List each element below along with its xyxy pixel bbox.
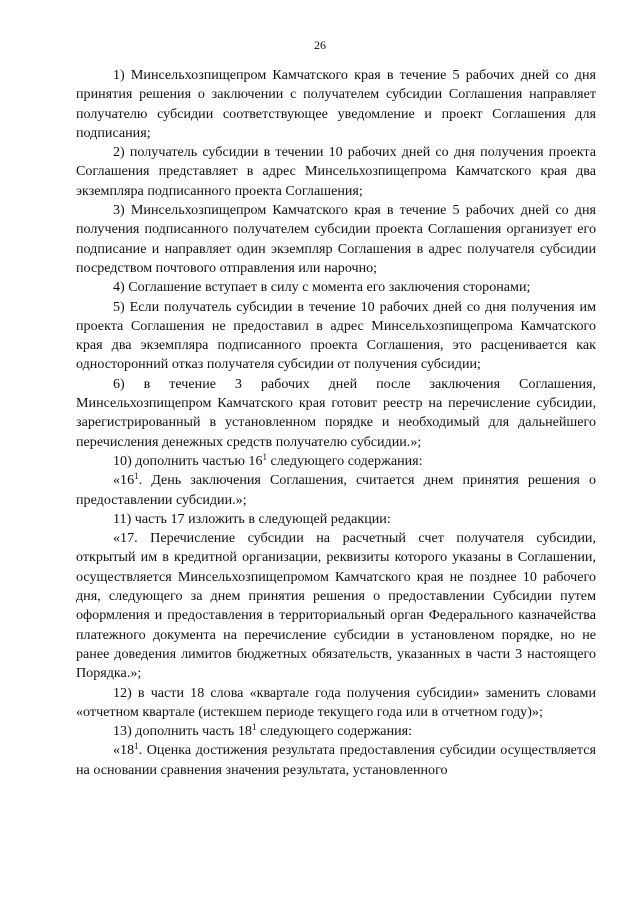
superscript-index: 1 (251, 722, 257, 733)
amendment-item-12 (76, 684, 596, 723)
paragraph-text: 10) дополнить частью 16 (113, 452, 263, 469)
paragraph-text: «16 (113, 472, 135, 489)
paragraph-item-2 (76, 143, 596, 201)
paragraph-text: 13) дополнить часть 18 (113, 723, 252, 740)
superscript-index: 1 (134, 741, 139, 752)
paragraph-text: 11) часть 17 изложить в следующей редакции: (113, 510, 391, 527)
paragraph-text: «18 (113, 742, 135, 759)
paragraph-text: 1) Минсельхозпищепром Камчатского края в течение 5 рабочих дней со дня принятия решения о заключении с получателем субсидии Соглашения направляет получателю субсидии соответствующее уведомление и проект Соглашения для подписания; (76, 67, 596, 141)
paragraph-text: 12) в части 18 слова «квартале года получения субсидии» заменить словами «отчетном квартале (истекшем периоде текущего года или в отчетном году)»; (76, 684, 596, 720)
paragraph-text: 6) в течение 3 рабочих дней после заключения Соглашения, Минсельхозпищепром Камчатского края готовит реестр на перечисление субсидии, зарегистрированный в установленном порядке и необходимый для дальнейшего перечисления денежных средств получателю субсидии.»; (76, 375, 596, 450)
superscript-index: 1 (262, 451, 267, 462)
paragraph-item-4 (76, 278, 596, 297)
paragraph-item-3 (76, 201, 596, 278)
page-number: 26 (314, 38, 326, 52)
quoted-part-16-1 (76, 471, 596, 510)
paragraph-text: «17. Перечисление субсидии на расчетный счет получателя субсидии, открытый им в кредитной организации, реквизиты которого указаны в Соглашении, осуществляется Минсельхозпищепромом Камчатского края не позднее 10 рабочего дня, следующего за днем принятия решения о предоставлении Субсидии путем оформления и предоставления в территориальный орган Федерального казначейства платежного документа на перечисление субсидии в установленом порядке, но не ранее доведения лимитов бюджетных обязательств, указанных в части 3 настоящего Порядка.»; (76, 530, 596, 682)
quoted-part-18-1 (76, 741, 596, 780)
amendment-item-11 (76, 510, 596, 529)
paragraph-text-continued: . Оценка достижения результата предоставления субсидии осуществляется на основании сравнения значения результата, установленного (76, 742, 596, 778)
paragraph-text: 5) Если получатель субсидии в течение 10 рабочих дней со дня получения им проекта Соглашения не предоставил в адрес Минсельхозпищепрома Камчатского края два экземпляра подписанного проекта Соглашения, это расценивается как односторонний отказ получателя субсидии от получения субсидии; (76, 298, 596, 373)
paragraph-item-1 (76, 66, 596, 143)
quoted-part-17 (76, 529, 596, 683)
superscript-index: 1 (134, 471, 139, 482)
amendment-item-13 (76, 722, 596, 741)
paragraph-text-continued: . День заключения Соглашения, считается днем принятия решения о предоставлении субсидии.»; (76, 472, 596, 508)
paragraph-text: 3) Минсельхозпищепром Камчатского края в течение 5 рабочих дней со дня получения подписанного получателем субсидии проекта Соглашения организует его подписание и направляет один экземпляр Соглашения в адрес получателя субсидии посредством почтового отправления или нарочно; (76, 202, 596, 276)
paragraph-text-continued: следующего содержания: (256, 723, 413, 740)
paragraph-text: 4) Соглашение вступает в силу с момента его заключения сторонами; (113, 279, 531, 296)
paragraph-item-5 (76, 298, 596, 375)
paragraph-text-continued: следующего содержания: (267, 452, 423, 469)
paragraph-text: 2) получатель субсидии в течении 10 рабочих дней со дня получения проекта Соглашения представляет в адрес Минсельхозпищепрома Камчатского края два экземпляра подписанного проекта Соглашения; (76, 144, 596, 199)
document-body (76, 66, 596, 780)
amendment-item-10 (76, 452, 596, 471)
paragraph-item-6 (76, 375, 596, 452)
